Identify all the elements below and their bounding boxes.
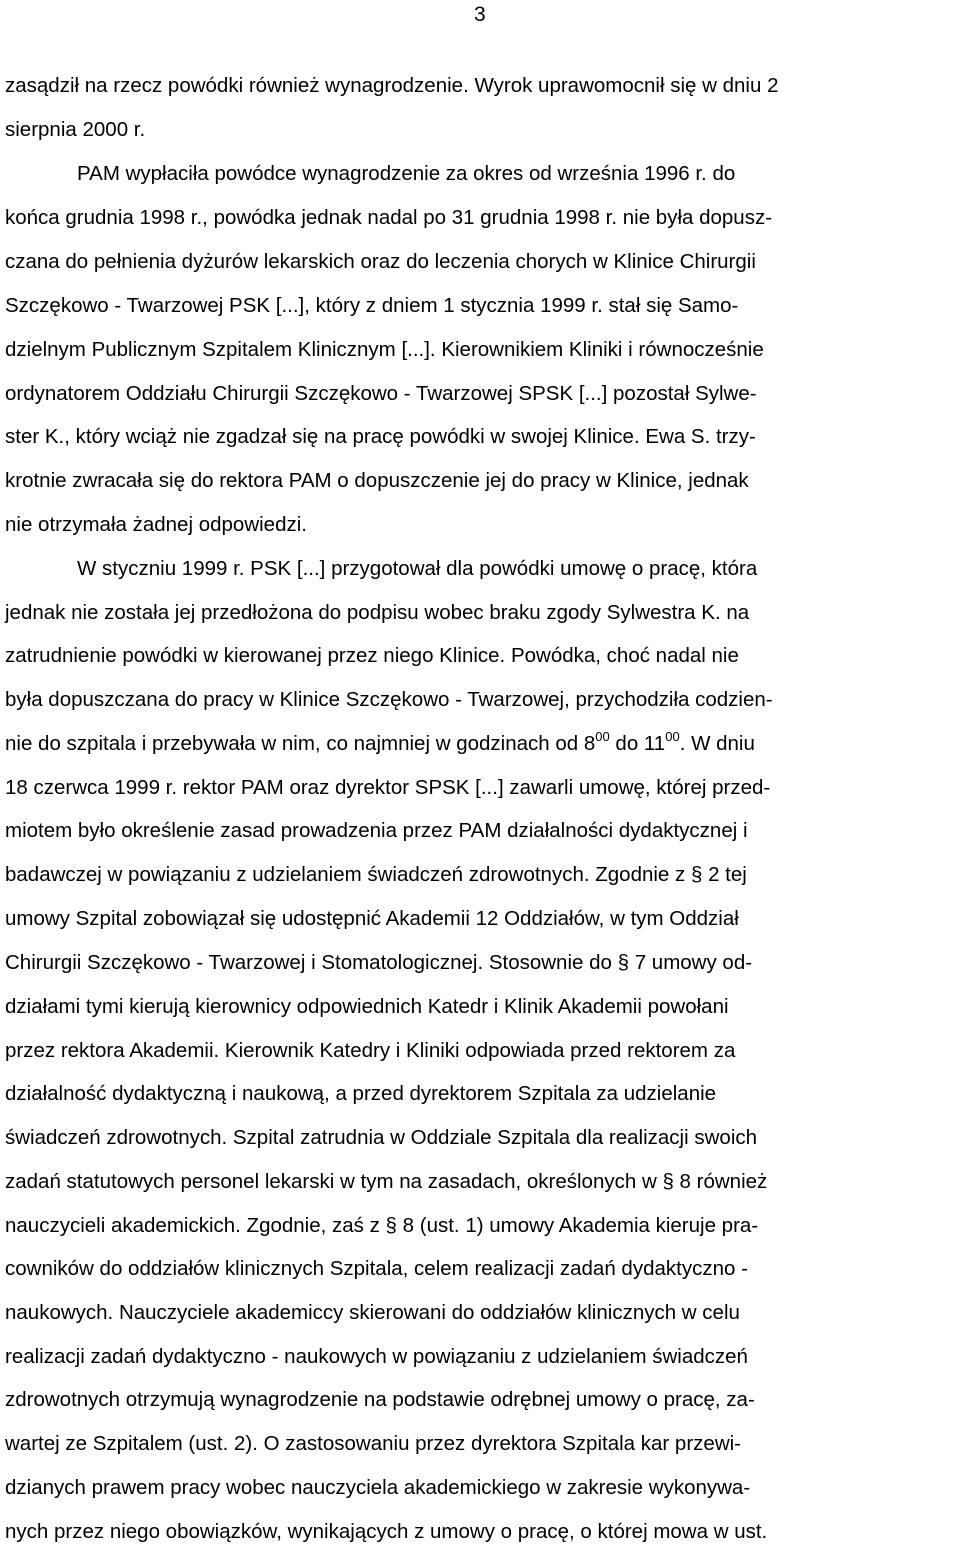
text-line: świadczeń zdrowotnych. Szpital zatrudnia w Oddziale Szpitala dla realizacji swoich [5,1126,758,1149]
text-line: PAM wypłaciła powódce wynagrodzenie za okres od września 1996 r. do [77,162,736,185]
text-line: zdrowotnych otrzymują wynagrodzenie na podstawie odrębnej umowy o pracę, za- [5,1388,755,1411]
text-line: nie otrzymała żadnej odpowiedzi. [5,513,307,536]
text-line: nych przez niego obowiązków, wynikających z umowy o pracę, o której mowa w ust. [5,1520,768,1543]
text-line: czana do pełnienia dyżurów lekarskich oraz do leczenia chorych w Klinice Chirurgii [5,250,756,273]
text-line: krotnie zwracała się do rektora PAM o dopuszczenie jej do pracy w Klinice, jednak [5,469,749,492]
page-number: 3 [474,3,486,26]
text-line: 18 czerwca 1999 r. rektor PAM oraz dyrektor SPSK [...] zawarli umowę, której przed- [5,776,771,799]
text-line: naukowych. Nauczyciele akademiccy skierowani do oddziałów klinicznych w celu [5,1301,740,1324]
text-line: zatrudnienie powódki w kierowanej przez niego Klinice. Powódka, choć nadal nie [5,644,739,667]
text-line: była dopuszczana do pracy w Klinice Szczękowo - Twarzowej, przychodziła codzien- [5,688,773,711]
text-line-with-superscript [5,731,755,757]
text-line: jednak nie została jej przedłożona do podpisu wobec braku zgody Sylwestra K. na [5,601,750,624]
text-line: Chirurgii Szczękowo - Twarzowej i Stomatologicznej. Stosownie do § 7 umowy od- [5,951,753,974]
text-line: dzielnym Publicznym Szpitalem Klinicznym [...]. Kierownikiem Kliniki i równocześnie [5,338,764,361]
text-line: nauczycieli akademickich. Zgodnie, zaś z § 8 (ust. 1) umowy Akademia kieruje pra- [5,1214,759,1237]
text-line: działalność dydaktyczną i naukową, a przed dyrektorem Szpitala za udzielanie [5,1082,717,1105]
text-line: zadań statutowych personel lekarski w tym na zasadach, określonych w § 8 również [5,1170,768,1193]
text-line: końca grudnia 1998 r., powódka jednak nadal po 31 grudnia 1998 r. nie była dopusz- [5,206,773,229]
text-line: realizacji zadań dydaktyczno - naukowych w powiązaniu z udzielaniem świadczeń [5,1345,748,1368]
text-line: badawczej w powiązaniu z udzielaniem świadczeń zdrowotnych. Zgodnie z § 2 tej [5,863,747,886]
text-line: ster K., który wciąż nie zgadzał się na pracę powódki w swojej Klinice. Ewa S. trzy- [5,425,756,448]
text-line: zasądził na rzecz powódki również wynagrodzenie. Wyrok uprawomocnił się w dniu 2 [5,74,779,97]
superscript: 00 [665,729,680,744]
text-line: miotem było określenie zasad prowadzenia przez PAM działalności dydaktycznej i [5,819,748,842]
text-segment: do 11 [609,732,666,755]
text-line: umowy Szpital zobowiązał się udostępnić Akademii 12 Oddziałów, w tym Oddział [5,907,739,930]
text-line: Szczękowo - Twarzowej PSK [...], który z dniem 1 stycznia 1999 r. stał się Samo- [5,294,739,317]
text-line: dzianych prawem pracy wobec nauczyciela akademickiego w zakresie wykonywa- [5,1476,751,1499]
superscript: 00 [595,729,610,744]
text-line: W styczniu 1999 r. PSK [...] przygotował dla powódki umowę o pracę, która [77,557,758,580]
text-segment: nie do szpitala i przebywała w nim, co najmniej w godzinach od 8 [5,732,596,755]
text-segment: . W dniu [679,732,755,755]
text-line: cowników do oddziałów klinicznych Szpitala, celem realizacji zadań dydaktyczno - [5,1257,748,1280]
text-line: wartej ze Szpitalem (ust. 2). O zastosowaniu przez dyrektora Szpitala kar przewi- [5,1432,741,1455]
text-line: działami tymi kierują kierownicy odpowiednich Katedr i Klinik Akademii powołani [5,995,729,1018]
text-line: sierpnia 2000 r. [5,118,146,141]
text-line: ordynatorem Oddziału Chirurgii Szczękowo - Twarzowej SPSK [...] pozostał Sylwe- [5,382,757,405]
text-line: przez rektora Akademii. Kierownik Katedry i Kliniki odpowiada przed rektorem za [5,1039,736,1062]
